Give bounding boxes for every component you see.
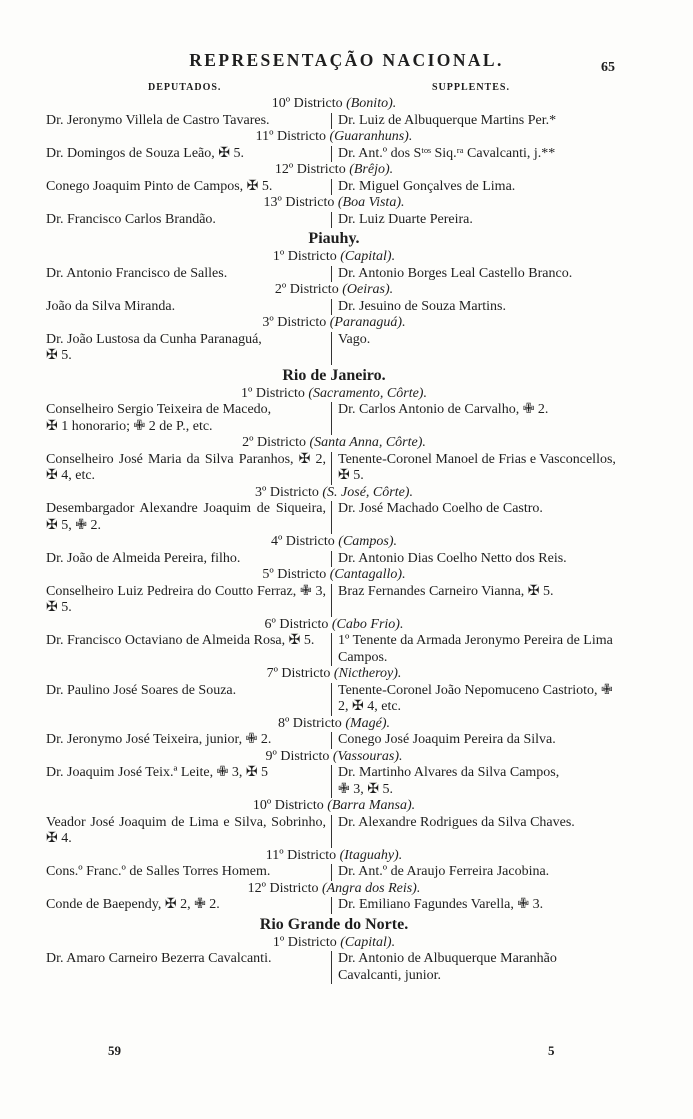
deputy-entry: Dr. Francisco Octaviano de Almeida Rosa, ✠ 5.	[46, 633, 315, 648]
roster-row	[46, 501, 622, 534]
substitute-entry: Dr. José Machado Coelho de Castro.	[331, 501, 622, 534]
deputy-entry: Conselheiro Sergio Teixeira de Macedo, ✠ 1 honorario; ✙ 2 de P., etc.	[46, 402, 272, 434]
district-label: 11º Districto	[255, 129, 326, 144]
roster-row	[46, 815, 622, 848]
deputy-entry: Conselheiro Luiz Pedreira do Coutto Ferraz, ✙ 3, ✠ 5.	[46, 583, 326, 615]
district-name: (Brêjo).	[349, 162, 394, 177]
roster-row	[46, 551, 622, 568]
substitute-entry: Dr. Antonio Borges Leal Castello Branco.	[331, 266, 622, 283]
district-heading	[46, 386, 622, 403]
district-label: 1º Districto	[241, 385, 305, 401]
district-name: (Cabo Frio).	[331, 616, 404, 632]
signature-mark: 59	[108, 1043, 121, 1058]
district-name: (Campos).	[338, 534, 398, 549]
substitute-entry: Dr. Luiz de Albuquerque Martins Per.*	[331, 113, 622, 130]
district-name: (Sacramento, Côrte).	[308, 385, 427, 401]
district-label: 10º Districto	[271, 96, 343, 111]
substitute-entry: Dr. Martinho Alvares da Silva Campos, ✙ 3, ✠ 5.	[331, 765, 622, 798]
roster-row	[46, 402, 622, 435]
roster-row	[46, 452, 622, 485]
roster-row	[46, 633, 622, 666]
substitute-entry: Dr. Emiliano Fagundes Varella, ✙ 3.	[331, 897, 622, 914]
district-label: 1º Districto	[272, 249, 337, 264]
district-name: (Barra Mansa).	[327, 798, 416, 813]
district-label: 7º Districto	[266, 666, 331, 681]
substitutes-column-heading: SUPPLENTES.	[432, 82, 510, 93]
district-label: 4º Districto	[270, 534, 335, 549]
substitute-entry: Dr. Ant.º dos Sᵗᵒˢ Siq.ʳᵃ Cavalcanti, j.**	[331, 146, 622, 163]
district-label: 8º Districto	[277, 715, 342, 731]
district-name: (Oeiras).	[342, 282, 394, 297]
district-heading	[46, 485, 622, 502]
deputy-entry: Dr. Domingos de Souza Leão, ✠ 5.	[46, 145, 244, 161]
deputy-entry: Cons.º Franc.º de Salles Torres Homem.	[46, 864, 271, 879]
district-heading	[46, 617, 622, 634]
district-name: (Nictheroy).	[333, 666, 402, 681]
roster-row	[46, 299, 622, 316]
district-heading	[46, 282, 622, 299]
deputy-entry: Dr. Amaro Carneiro Bezerra Cavalcanti.	[46, 951, 272, 966]
district-label: 2º Districto	[242, 435, 306, 450]
roster-row	[46, 765, 622, 798]
substitute-entry: Conego José Joaquim Pereira da Silva.	[331, 732, 622, 749]
page-number: 65	[601, 60, 615, 75]
roster-row	[46, 113, 622, 130]
district-name: (Capital).	[340, 934, 396, 950]
deputy-entry: Dr. Joaquim José Teix.ª Leite, ✙ 3, ✠ 5	[46, 765, 269, 780]
substitute-entry: Tenente-Coronel Manoel de Frias e Vasconcellos, ✠ 5.	[331, 452, 622, 485]
substitute-entry: Braz Fernandes Carneiro Vianna, ✠ 5.	[331, 584, 622, 617]
district-label: 1º Districto	[272, 934, 337, 950]
district-label: 12º Districto	[274, 162, 346, 177]
substitute-entry: Vago.	[331, 332, 622, 365]
district-name: (Angra dos Reis).	[321, 880, 421, 896]
deputy-entry: Conego Joaquim Pinto de Campos, ✠ 5.	[46, 178, 273, 194]
district-heading	[46, 749, 622, 766]
roster-row	[46, 179, 622, 196]
district-heading	[46, 881, 622, 898]
substitute-entry: Dr. Jesuino de Souza Martins.	[331, 299, 622, 316]
district-heading	[46, 162, 622, 179]
district-heading	[46, 798, 622, 815]
roster-row	[46, 732, 622, 749]
deputy-entry: Conselheiro José Maria da Silva Paranhos, ✠ 2, ✠ 4, etc.	[46, 451, 326, 483]
substitute-entry: Dr. Antonio Dias Coelho Netto dos Reis.	[331, 551, 622, 568]
district-label: 12º Districto	[247, 880, 319, 896]
district-name: (Santa Anna, Côrte).	[309, 435, 426, 450]
district-label: 3º Districto	[255, 484, 319, 500]
deputy-entry: Dr. Jeronymo José Teixeira, junior, ✙ 2.	[46, 732, 272, 747]
district-name: (Paranaguá).	[329, 315, 406, 330]
district-name: (Vassouras).	[332, 748, 403, 764]
district-name: (Capital).	[340, 249, 396, 264]
substitute-entry: Tenente-Coronel João Nepomuceno Castrioto, ✙ 2, ✠ 4, etc.	[331, 683, 622, 716]
deputy-entry: Dr. Jeronymo Villela de Castro Tavares.	[46, 112, 270, 128]
district-label: 6º Districto	[264, 616, 329, 632]
district-name: (Itaguahy).	[339, 847, 403, 863]
substitute-entry: Dr. Luiz Duarte Pereira.	[331, 212, 622, 229]
district-label: 13º Districto	[263, 195, 335, 210]
roster-row	[46, 864, 622, 881]
roster-row	[46, 146, 622, 163]
roster-body	[46, 96, 622, 984]
deputy-entry: Conde de Baependy, ✠ 2, ✙ 2.	[46, 897, 220, 912]
province-heading: Rio de Janeiro.	[282, 366, 386, 384]
substitute-entry: Dr. Ant.º de Araujo Ferreira Jacobina.	[331, 864, 622, 881]
roster-row	[46, 683, 622, 716]
province-heading: Piauhy.	[308, 230, 360, 247]
deputy-entry: Dr. João de Almeida Pereira, filho.	[46, 550, 241, 566]
province-heading: Rio Grande do Norte.	[259, 915, 409, 933]
district-heading	[46, 96, 622, 113]
page-title: REPRESENTAÇÃO NACIONAL.	[189, 50, 504, 70]
district-name: (Guaranhuns).	[329, 129, 413, 144]
district-heading	[46, 315, 622, 332]
roster-row	[46, 266, 622, 283]
substitute-entry: Dr. Alexandre Rodrigues da Silva Chaves.	[331, 815, 622, 848]
district-heading	[46, 129, 622, 146]
deputy-entry: Dr. João Lustosa da Cunha Paranaguá, ✠ 5.	[46, 331, 262, 363]
roster-row	[46, 332, 622, 365]
district-heading	[46, 567, 622, 584]
gathering-mark: 5	[548, 1043, 555, 1058]
district-heading	[46, 534, 622, 551]
substitute-entry: Dr. Antonio de Albuquerque Maranhão Cavalcanti, junior.	[331, 951, 622, 984]
deputy-entry: Veador José Joaquim de Lima e Silva, Sobrinho, ✠ 4.	[46, 814, 326, 846]
district-label: 10º Districto	[252, 798, 324, 813]
district-label: 3º Districto	[262, 315, 327, 330]
district-label: 2º Districto	[274, 282, 339, 297]
roster-row	[46, 584, 622, 617]
district-name: (Cantagallo).	[329, 567, 406, 582]
district-heading	[46, 935, 622, 952]
district-name: (Magé).	[345, 715, 391, 731]
district-heading	[46, 848, 622, 865]
district-name: (Bonito).	[346, 96, 397, 111]
roster-row	[46, 951, 622, 984]
roster-row	[46, 897, 622, 914]
district-name: (S. José, Côrte).	[322, 484, 413, 500]
deputy-entry: Dr. Paulino José Soares de Souza.	[46, 682, 237, 698]
deputy-entry: João da Silva Miranda.	[46, 298, 176, 314]
deputy-entry: Dr. Francisco Carlos Brandão.	[46, 211, 216, 227]
district-heading	[46, 435, 622, 452]
deputy-entry: Desembargador Alexandre Joaquim de Siqueira, ✠ 5, ✙ 2.	[46, 501, 326, 533]
district-label: 5º Districto	[262, 567, 327, 582]
district-heading	[46, 249, 622, 266]
district-name: (Boa Vista).	[337, 195, 405, 210]
district-heading	[46, 716, 622, 733]
substitute-entry: Dr. Miguel Gonçalves de Lima.	[331, 179, 622, 196]
district-label: 11º Districto	[265, 847, 337, 863]
deputies-column-heading: DEPUTADOS.	[148, 82, 222, 93]
substitute-entry: 1º Tenente da Armada Jeronymo Pereira de Lima Campos.	[331, 633, 622, 666]
substitute-entry: Dr. Carlos Antonio de Carvalho, ✙ 2.	[331, 402, 622, 435]
roster-row	[46, 212, 622, 229]
district-label: 9º Districto	[265, 748, 330, 764]
deputy-entry: Dr. Antonio Francisco de Salles.	[46, 265, 228, 281]
district-heading	[46, 195, 622, 212]
district-heading	[46, 666, 622, 683]
